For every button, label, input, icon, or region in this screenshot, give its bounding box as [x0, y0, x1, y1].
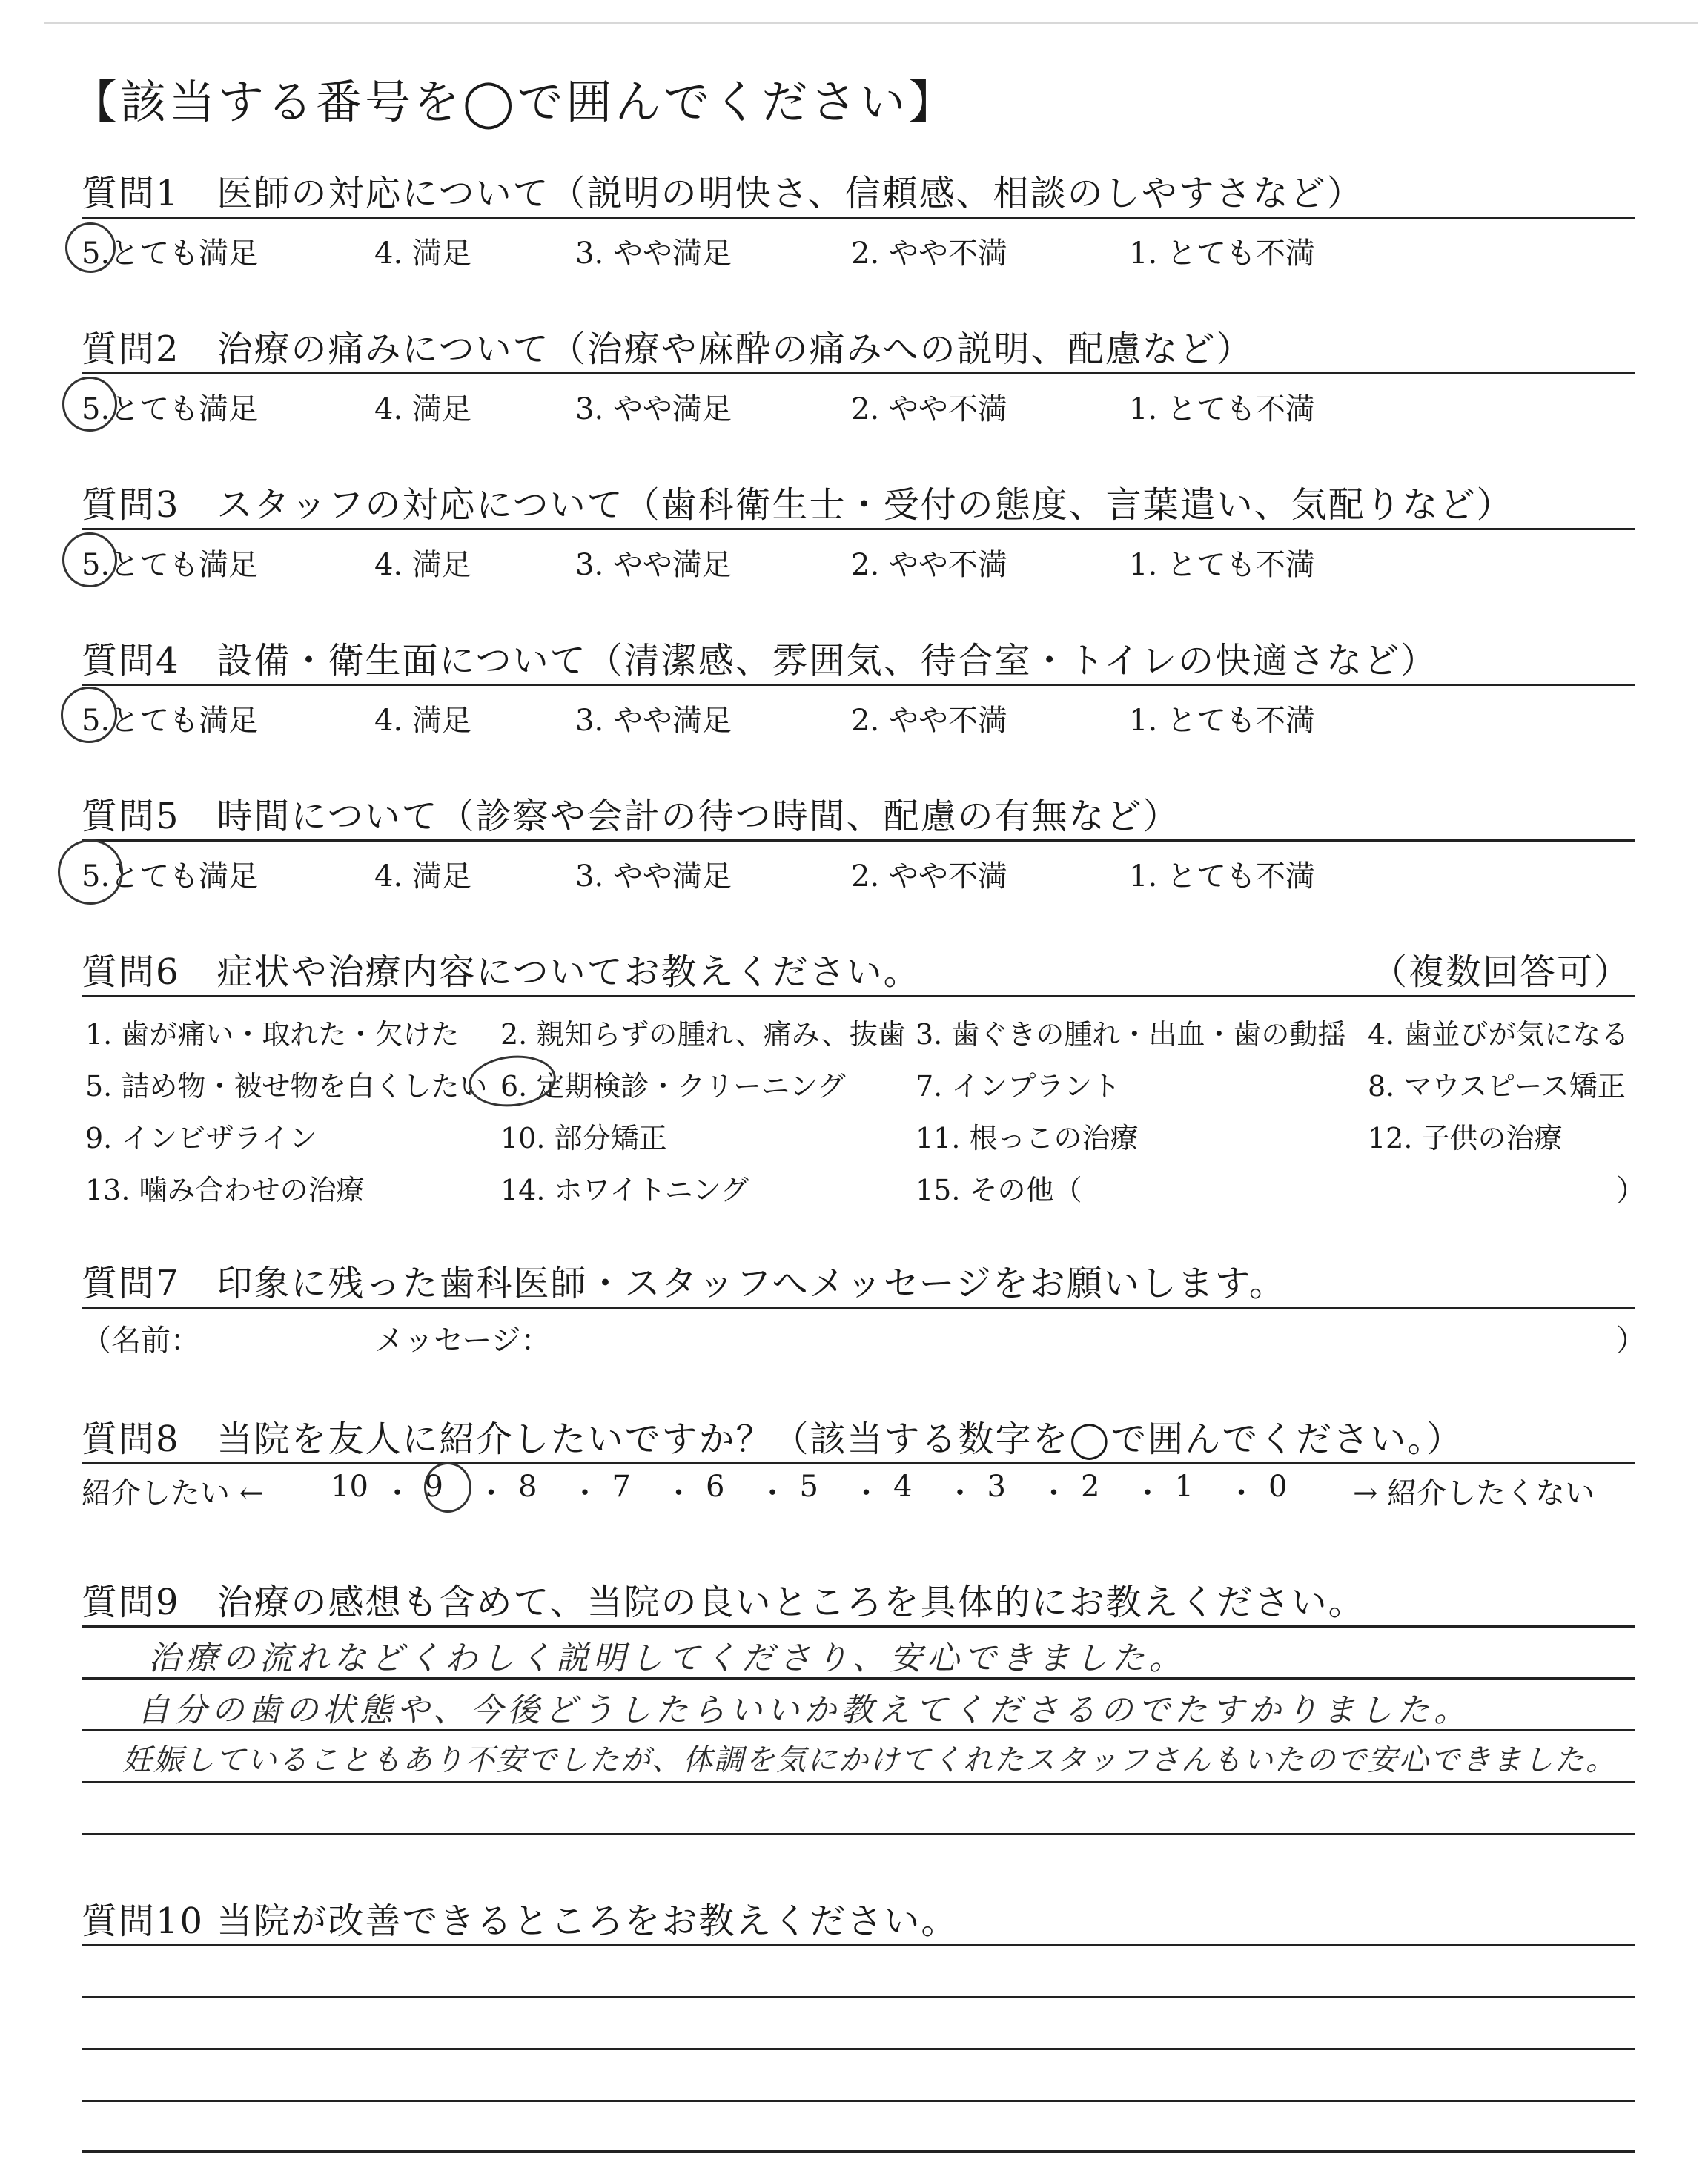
q2-selected-circle	[62, 377, 117, 432]
question-4-label: 質問4 設備・衛生面について（清潔感、雰囲気、待合室・トイレの快適さなど）	[82, 640, 1438, 681]
q6-item-5[interactable]: 5. 詰め物・被せ物を白くしたい	[85, 1070, 488, 1103]
question-5-rule	[82, 839, 1635, 842]
q6-item-12[interactable]: 12. 子供の治療	[1368, 1122, 1563, 1155]
q8-scale-2[interactable]: 2	[1081, 1470, 1100, 1504]
q1-option-4[interactable]: 4. 満足	[374, 237, 471, 271]
q8-scale-10[interactable]: 10	[331, 1470, 368, 1504]
q7-name-label: （名前：	[82, 1324, 200, 1358]
q8-scale-3[interactable]: 3	[987, 1470, 1006, 1504]
scan-top-edge	[44, 22, 1698, 24]
q8-scale-separator: ・	[851, 1476, 881, 1510]
q5-option-1[interactable]: 1. とても不満	[1129, 859, 1315, 894]
q3-option-5[interactable]: 5.とても満足	[82, 548, 259, 582]
q6-item-9[interactable]: 9. インビザライン	[85, 1122, 318, 1155]
q8-scale-0[interactable]: 0	[1268, 1470, 1288, 1504]
question-10-rule-4	[82, 2100, 1635, 2102]
q8-scale-separator: ・	[476, 1476, 506, 1510]
q8-scale-5[interactable]: 5	[799, 1470, 818, 1504]
q8-scale-separator: ・	[758, 1476, 787, 1510]
q8-scale-1[interactable]: 1	[1174, 1470, 1194, 1504]
q8-scale-4[interactable]: 4	[893, 1470, 913, 1504]
q6-other-close-paren: ）	[1616, 1174, 1646, 1208]
question-6-rule	[82, 995, 1635, 997]
q9-answer-line-2: 自分の歯の状態や、今後どうしたらいいか教えてくださるのでたすかりました。	[137, 1691, 1472, 1729]
question-3-rule	[82, 528, 1635, 530]
q4-option-5[interactable]: 5.とても満足	[82, 704, 259, 738]
q2-option-2[interactable]: 2. やや不満	[851, 392, 1007, 426]
form-title: 【該当する番号を◯で囲んでください】	[71, 75, 958, 129]
question-9-rule-1	[82, 1625, 1635, 1628]
q6-item-1[interactable]: 1. 歯が痛い・取れた・欠けた	[85, 1018, 460, 1051]
q3-option-1[interactable]: 1. とても不満	[1129, 548, 1315, 582]
question-1-rule	[82, 217, 1635, 219]
q4-option-4[interactable]: 4. 満足	[374, 704, 471, 738]
question-2-label: 質問2 治療の痛みについて（治療や麻酔の痛みへの説明、配慮など）	[82, 328, 1254, 370]
question-9-rule-5	[82, 1833, 1635, 1835]
question-6-note: （複数回答可）	[1371, 951, 1632, 993]
q5-selected-circle	[58, 839, 123, 905]
q5-option-3[interactable]: 3. やや満足	[575, 859, 732, 894]
question-10-rule-5	[82, 2150, 1635, 2153]
q3-option-4[interactable]: 4. 満足	[374, 548, 471, 582]
q6-item-14[interactable]: 14. ホワイトニング	[500, 1174, 749, 1206]
q8-scale-6[interactable]: 6	[706, 1470, 725, 1504]
question-3-label: 質問3 スタッフの対応について（歯科衛生士・受付の態度、言葉遣い、気配りなど）	[82, 484, 1514, 526]
q1-option-2[interactable]: 2. やや不満	[851, 237, 1007, 271]
q2-option-4[interactable]: 4. 満足	[374, 392, 471, 426]
question-9-rule-4	[82, 1781, 1635, 1783]
q8-scale-9[interactable]: 9	[424, 1470, 443, 1504]
q1-option-3[interactable]: 3. やや満足	[575, 237, 732, 271]
q9-answer-line-1: 治療の流れなどくわしく説明してくださり、安心できました。	[148, 1639, 1186, 1677]
question-6-label: 質問6 症状や治療内容についてお教えください。	[82, 951, 921, 993]
q2-option-1[interactable]: 1. とても不満	[1129, 392, 1315, 426]
q6-item-10[interactable]: 10. 部分矯正	[500, 1122, 667, 1155]
question-4-rule	[82, 684, 1635, 686]
q4-option-1[interactable]: 1. とても不満	[1129, 704, 1315, 738]
q8-right-label: → 紹介したくない	[1353, 1476, 1595, 1510]
q8-scale-separator: ・	[663, 1476, 694, 1510]
question-1-label: 質問1 医師の対応について（説明の明快さ、信頼感、相談のしやすさなど）	[82, 173, 1364, 214]
q6-item-2[interactable]: 2. 親知らずの腫れ、痛み、抜歯	[500, 1018, 906, 1051]
q6-item-11[interactable]: 11. 根っこの治療	[916, 1122, 1139, 1155]
q8-scale-separator: ・	[1133, 1476, 1162, 1510]
q3-option-3[interactable]: 3. やや満足	[575, 548, 732, 582]
question-10-rule-2	[82, 1996, 1635, 1998]
q5-option-4[interactable]: 4. 満足	[374, 859, 471, 894]
q3-selected-circle	[62, 532, 117, 587]
question-2-rule	[82, 372, 1635, 374]
q1-option-1[interactable]: 1. とても不満	[1129, 237, 1315, 271]
question-8-rule	[82, 1462, 1635, 1464]
question-8-label: 質問8 当院を友人に紹介したいですか？（該当する数字を◯で囲んでください。）	[82, 1418, 1464, 1460]
q6-item-15[interactable]: 15. その他（	[916, 1174, 1082, 1206]
q4-option-3[interactable]: 3. やや満足	[575, 704, 732, 738]
q6-item-7[interactable]: 7. インプラント	[916, 1070, 1121, 1103]
q8-scale-separator: ・	[1226, 1476, 1257, 1510]
q1-selected-circle	[65, 222, 116, 273]
question-10-rule-1	[82, 1944, 1635, 1946]
question-9-label: 質問9 治療の感想も含めて、当院の良いところを具体的にお教えください。	[82, 1582, 1366, 1623]
q8-left-label: 紹介したい ←	[82, 1476, 265, 1510]
question-10-rule-3	[82, 2048, 1635, 2050]
q8-scale-8[interactable]: 8	[518, 1470, 537, 1504]
q5-option-2[interactable]: 2. やや不満	[851, 859, 1007, 894]
q6-item-8[interactable]: 8. マウスピース矯正	[1368, 1070, 1626, 1103]
q6-item-6[interactable]: 6. 定期検診・クリーニング	[500, 1070, 846, 1103]
q9-answer-line-3: 妊娠していることもあり不安でしたが、体調を気にかけてくれたスタッフさんもいたので安心できました。	[122, 1743, 1617, 1777]
q6-item-13[interactable]: 13. 噛み合わせの治療	[85, 1174, 365, 1206]
q8-selected-circle	[424, 1462, 471, 1513]
q2-option-3[interactable]: 3. やや満足	[575, 392, 732, 426]
q4-option-2[interactable]: 2. やや不満	[851, 704, 1007, 738]
q8-scale-separator: ・	[1039, 1476, 1069, 1510]
q1-option-5[interactable]: 5.とても満足	[82, 237, 259, 271]
q7-message-label: メッセージ：	[374, 1324, 551, 1358]
q8-scale-separator: ・	[570, 1476, 600, 1510]
question-7-label: 質問7 印象に残った歯科医師・スタッフへメッセージをお願いします。	[82, 1263, 1286, 1304]
q4-selected-circle	[61, 687, 117, 743]
q8-scale-separator: ・	[945, 1476, 975, 1510]
q2-option-5[interactable]: 5.とても満足	[82, 392, 259, 426]
q3-option-2[interactable]: 2. やや不満	[851, 548, 1007, 582]
q8-scale-separator: ・	[383, 1476, 412, 1510]
q5-option-5[interactable]: 5.とても満足	[82, 859, 259, 894]
q8-scale-7[interactable]: 7	[612, 1470, 631, 1504]
question-7-rule	[82, 1307, 1635, 1309]
q7-close-paren: ）	[1616, 1324, 1646, 1358]
question-10-label: 質問10 当院が改善できるところをお教えください。	[82, 1900, 959, 1942]
question-5-label: 質問5 時間について（診察や会計の待つ時間、配慮の有無など）	[82, 796, 1180, 837]
q6-item-4[interactable]: 4. 歯並びが気になる	[1368, 1018, 1629, 1051]
q6-item-3[interactable]: 3. 歯ぐきの腫れ・出血・歯の動揺	[916, 1018, 1346, 1051]
